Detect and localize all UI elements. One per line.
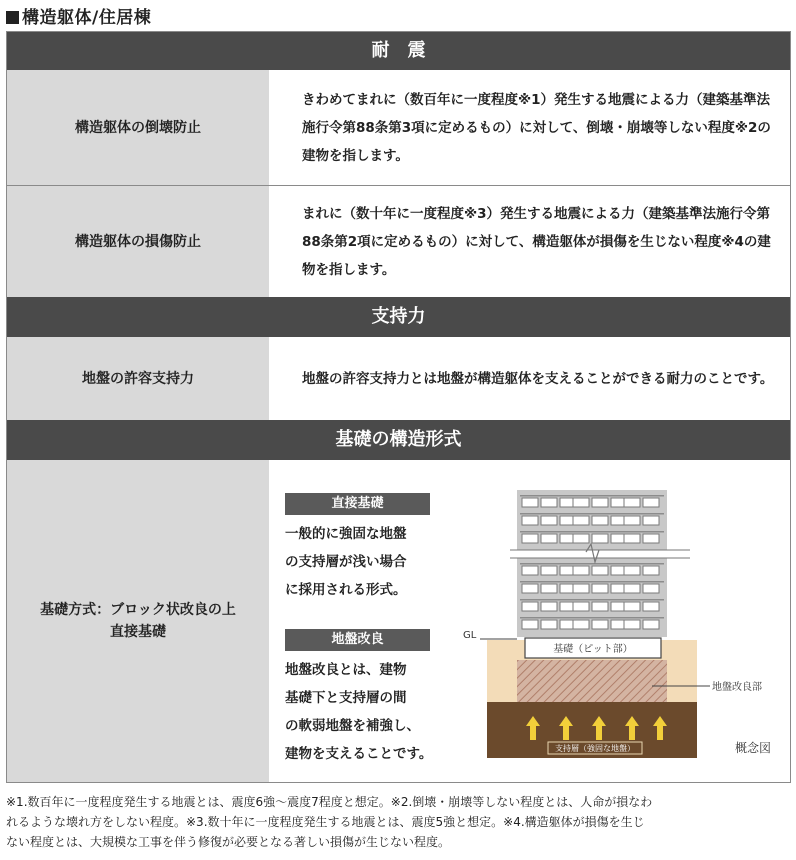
desc-line: 基礎下と支持層の間	[285, 690, 407, 706]
section-header-kiso: 基礎の構造形式	[7, 420, 790, 460]
window	[624, 534, 640, 543]
window	[592, 534, 608, 543]
floor-band	[520, 581, 664, 583]
window	[592, 584, 608, 593]
window	[624, 498, 640, 507]
row-description: 地盤の許容支持力とは地盤が構造躯体を支えることができる耐力のことです。	[269, 337, 790, 420]
window	[541, 516, 557, 525]
window	[592, 602, 608, 611]
window	[522, 498, 538, 507]
diagram-caption: 概念図	[735, 741, 772, 755]
window	[522, 584, 538, 593]
section-header-taishin: 耐 震	[7, 32, 790, 70]
desc-line: の軟弱地盤を補強し、	[285, 718, 420, 734]
break-gap	[510, 550, 690, 558]
floor-band	[520, 513, 664, 515]
row-tokai-boushi	[7, 70, 790, 185]
window	[624, 602, 640, 611]
row-sonsho-boushi	[7, 185, 790, 297]
window	[643, 566, 659, 575]
square-bullet-icon	[6, 11, 19, 24]
window	[541, 584, 557, 593]
window	[643, 584, 659, 593]
gl-label: GL	[463, 630, 477, 641]
row-kyoyo-shijiryoku	[7, 337, 790, 420]
floor-band	[520, 495, 664, 497]
window	[541, 602, 557, 611]
window	[541, 534, 557, 543]
bearing-label: 支持層（強固な地盤）	[555, 744, 635, 753]
footnote-line: れるような壊れ方をしない程度。※3.数十年に一度程度発生する地震とは、震度5強と想定。※4.構造躯体が損傷を生じ	[6, 815, 645, 829]
window	[624, 620, 640, 629]
tag-ground-improvement: 地盤改良	[285, 629, 430, 651]
footnote-line: ない程度とは、大規模な工事を伴う修復が必要となる著しい損傷が生じない程度。	[6, 835, 451, 849]
floor-band	[520, 531, 664, 533]
window	[573, 620, 589, 629]
row-label: 構造躯体の倒壊防止	[7, 70, 269, 185]
page-title	[6, 3, 151, 28]
desc-line: の支持層が浅い場合	[285, 554, 407, 570]
window	[573, 584, 589, 593]
row-label: 地盤の許容支持力	[7, 337, 269, 420]
row-label-line1: 基礎方式：ブロック状改良の上	[40, 602, 236, 618]
window	[573, 516, 589, 525]
window	[522, 516, 538, 525]
row-label-line2: 直接基礎	[109, 624, 166, 640]
footnotes	[6, 792, 791, 852]
desc-line: 地盤改良とは、建物	[285, 662, 407, 678]
improved-label: 地盤改良部	[712, 682, 762, 693]
floor-band	[520, 617, 664, 619]
window	[522, 602, 538, 611]
window	[643, 620, 659, 629]
window	[592, 516, 608, 525]
window	[643, 602, 659, 611]
foundation-concept-diagram	[460, 480, 790, 780]
pit-label: 基礎（ピット部）	[553, 644, 633, 655]
direct-foundation-desc	[285, 520, 460, 604]
footnote-line: ※1.数百年に一度程度発生する地震とは、震度6強～震度7程度と想定。※2.倒壊・崩壊等しない程度とは、人命が損なわ	[6, 795, 653, 809]
window	[541, 566, 557, 575]
window	[592, 620, 608, 629]
desc-line: に採用される形式。	[285, 582, 407, 598]
page-title-text: 構造躯体/住居棟	[22, 8, 152, 28]
window	[624, 584, 640, 593]
improved-ground	[517, 660, 667, 702]
soil-left	[487, 640, 517, 702]
window	[573, 498, 589, 507]
soil-right	[667, 640, 697, 702]
window	[541, 498, 557, 507]
window	[541, 620, 557, 629]
window	[592, 498, 608, 507]
desc-line: 建物を支えることです。	[285, 746, 433, 762]
window	[624, 566, 640, 575]
window	[522, 534, 538, 543]
ground-improvement-desc	[285, 656, 460, 768]
window	[643, 516, 659, 525]
window	[592, 566, 608, 575]
floor-band	[520, 599, 664, 601]
window	[522, 620, 538, 629]
row-description: きわめてまれに（数百年に一度程度※1）発生する地震による力（建築基準法施行令第88条第3項に定めるもの）に対して、倒壊・崩壊等しない程度※2の建物を指します。	[269, 70, 790, 185]
window	[522, 566, 538, 575]
row-label	[7, 460, 269, 782]
floor-band	[520, 563, 664, 565]
section-header-shiji: 支持力	[7, 297, 790, 337]
window	[624, 516, 640, 525]
window	[573, 566, 589, 575]
window	[573, 534, 589, 543]
window	[643, 498, 659, 507]
desc-line: 一般的に強固な地盤	[285, 526, 407, 542]
window	[643, 534, 659, 543]
row-description: まれに（数十年に一度程度※3）発生する地震による力（建築基準法施行令第88条第2項に定めるもの）に対して、構造躯体が損傷を生じない程度※4の建物を指します。	[269, 186, 790, 297]
row-label: 構造躯体の損傷防止	[7, 186, 269, 297]
tag-direct-foundation: 直接基礎	[285, 493, 430, 515]
window	[573, 602, 589, 611]
